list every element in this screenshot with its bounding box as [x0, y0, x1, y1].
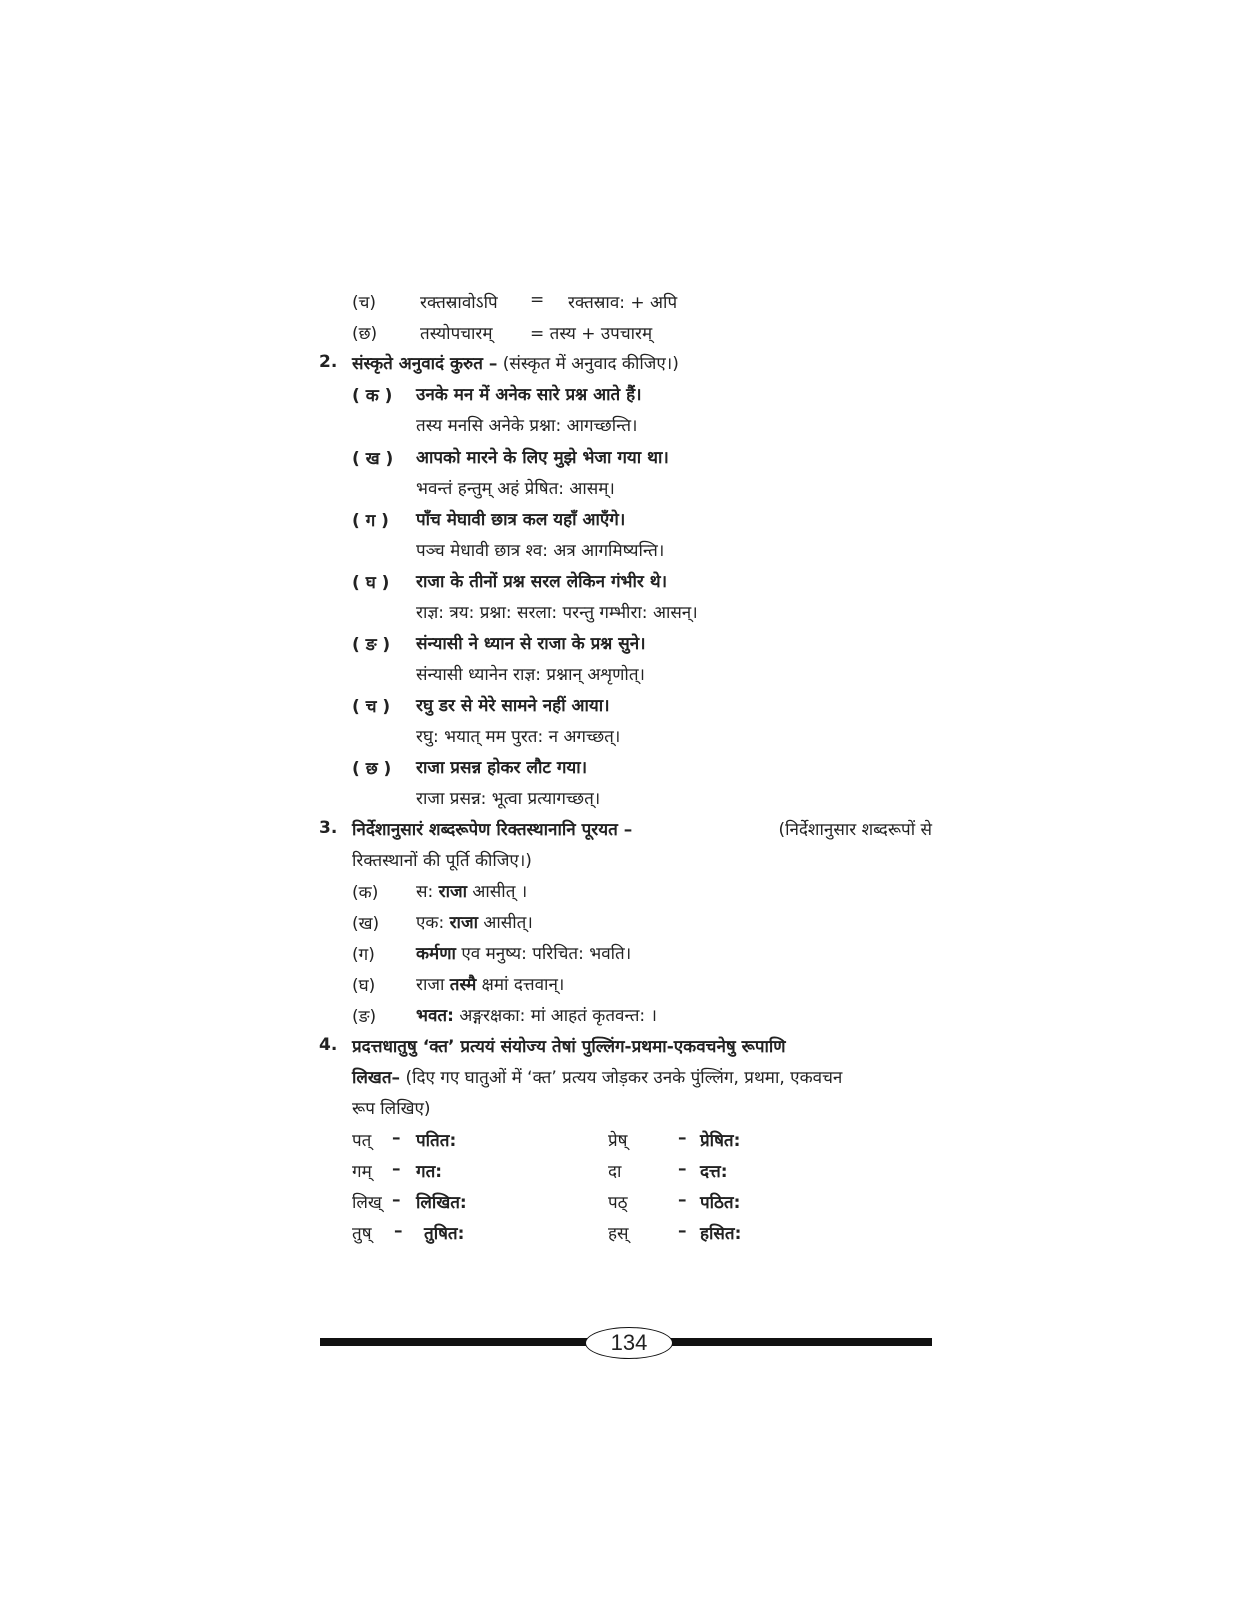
- dash: –: [678, 1190, 687, 1210]
- item-marker: ( ङ ): [352, 635, 391, 655]
- item-hindi: पाँच मेघावी छात्र कल यहाँ आएँगे।: [416, 510, 626, 530]
- section-4-number: 4.: [319, 1035, 338, 1055]
- kta-form: दत्त:: [700, 1162, 728, 1182]
- fill-answer: कर्मणा: [416, 944, 456, 964]
- item-marker: ( क ): [352, 386, 393, 406]
- item-sanskrit: संन्यासी ध्यानेन राज्ञ: प्रश्नान् अशृणोत्।: [416, 665, 645, 685]
- root-verb: गम्: [352, 1162, 372, 1182]
- section-3-subtitle-a: (निर्देशानुसार शब्दरूपों से: [778, 820, 932, 840]
- fill-answer: तस्मै: [449, 975, 477, 995]
- section-4-title-line2: [352, 1066, 842, 1090]
- item-marker: ( ख ): [352, 449, 394, 469]
- kta-form: गत:: [416, 1162, 443, 1182]
- sandhi-word: तस्योपचारम्: [420, 324, 493, 344]
- fill-post: आसीत्।: [483, 913, 533, 933]
- dash: –: [392, 1159, 401, 1179]
- fill-marker: (ग): [352, 945, 375, 965]
- section-4-title-end: लिखत–: [352, 1068, 401, 1088]
- section-3-heading-line1: [352, 818, 932, 842]
- item-hindi: राजा के तीनों प्रश्न सरल लेकिन गंभीर थे।: [416, 572, 668, 592]
- root-verb: पठ्: [608, 1193, 628, 1213]
- fill-marker: (ङ): [352, 1007, 377, 1027]
- section-2-subtitle: (संस्कृत में अनुवाद कीजिए।): [502, 354, 679, 374]
- sandhi-split: = तस्य + उपचारम्: [530, 324, 653, 344]
- section-2-number: 2.: [319, 352, 338, 372]
- section-2-title: संस्कृते अनुवादं कुरुत –: [352, 354, 498, 374]
- fill-sentence: [416, 911, 533, 935]
- kta-form: पतित:: [416, 1131, 457, 1151]
- fill-pre: एक:: [416, 913, 445, 933]
- section-3-subtitle-b: रिक्तस्थानों की पूर्ति कीजिए।): [352, 851, 532, 871]
- sandhi-equals: =: [530, 290, 545, 310]
- item-hindi: संन्यासी ने ध्यान से राजा के प्रश्न सुने।: [416, 634, 646, 654]
- fill-answer: राजा: [449, 913, 478, 933]
- fill-answer: राजा: [438, 882, 468, 902]
- item-sanskrit: रघु: भयात् मम पुरत: न अगच्छत्।: [416, 727, 621, 747]
- section-2-heading: [352, 352, 679, 376]
- kta-form: पठित:: [700, 1193, 741, 1213]
- fill-sentence: [416, 880, 527, 904]
- root-verb: दा: [608, 1162, 622, 1182]
- footer-rule-left: [320, 1338, 588, 1346]
- item-hindi: राजा प्रसन्न होकर लौट गया।: [416, 758, 588, 778]
- item-marker: ( च ): [352, 697, 391, 717]
- sandhi-marker: (च): [352, 293, 377, 313]
- root-verb: हस्: [608, 1224, 629, 1244]
- fill-post: अङ्गरक्षका: मां आहतं कृतवन्त: ।: [459, 1006, 657, 1026]
- item-hindi: उनके मन में अनेक सारे प्रश्न आते हैं।: [416, 385, 642, 405]
- section-3-title: निर्देशानुसारं शब्दरूपेण रिक्तस्थानानि पूरयत –: [352, 820, 633, 840]
- kta-form: प्रेषित:: [700, 1131, 741, 1151]
- item-marker: ( छ ): [352, 759, 392, 779]
- root-verb: पत्: [352, 1131, 372, 1151]
- item-sanskrit: राजा प्रसन्न: भूत्वा प्रत्यागच्छत्।: [416, 789, 601, 809]
- kta-form: तुषित:: [424, 1224, 465, 1244]
- item-hindi: रघु डर से मेरे सामने नहीं आया।: [416, 696, 610, 716]
- dash: –: [678, 1159, 687, 1179]
- root-verb: तुष्: [352, 1224, 372, 1244]
- item-sanskrit: भवन्तं हन्तुम् अहं प्रेषित: आसम्।: [416, 479, 615, 499]
- footer-rule-right: [668, 1338, 932, 1346]
- fill-sentence: [416, 942, 631, 966]
- dash: –: [392, 1128, 401, 1148]
- fill-pre: स:: [416, 882, 434, 902]
- page-number: 134: [585, 1327, 673, 1359]
- sandhi-marker: (छ): [352, 324, 378, 344]
- fill-post: क्षमां दत्तवान्।: [481, 975, 565, 995]
- item-sanskrit: तस्य मनसि अनेके प्रश्ना: आगच्छन्ति।: [416, 416, 638, 436]
- root-verb: प्रेष्: [608, 1131, 628, 1151]
- kta-form: लिखित:: [416, 1193, 467, 1213]
- fill-marker: (ख): [352, 914, 380, 934]
- fill-sentence: [416, 1004, 657, 1028]
- section-3-number: 3.: [319, 818, 338, 838]
- item-marker: ( घ ): [352, 573, 390, 593]
- item-sanskrit: पञ्च मेधावी छात्र श्व: अत्र आगमिष्यन्ति।: [416, 541, 665, 561]
- section-4-subtitle: (दिए गए घातुओं में ‘क्त’ प्रत्यय जोड़कर उनके पुंल्लिंग, प्रथमा, एकवचन: [405, 1068, 843, 1088]
- fill-post: एव मनुष्य: परिचित: भवति।: [461, 944, 632, 964]
- item-marker: ( ग ): [352, 511, 389, 531]
- sandhi-split: रक्तस्राव: + अपि: [568, 293, 678, 313]
- section-4-title-line1: प्रदत्तधातुषु ‘क्त’ प्रत्ययं संयोज्य तेषां पुल्लिंग-प्रथमा-एकवचनेषु रूपाणि: [352, 1037, 786, 1057]
- fill-marker: (घ): [352, 976, 376, 996]
- item-sanskrit: राज्ञ: त्रय: प्रश्ना: सरला: परन्तु गम्भीरा: आसन्।: [416, 603, 698, 623]
- fill-marker: (क): [352, 883, 379, 903]
- dash: –: [678, 1128, 687, 1148]
- item-hindi: आपको मारने के लिए मुझे भेजा गया था।: [416, 448, 669, 468]
- fill-sentence: [416, 973, 564, 997]
- root-verb: लिख्: [352, 1193, 382, 1213]
- sandhi-word: रक्तस्रावोऽपि: [420, 293, 498, 313]
- dash: –: [678, 1221, 687, 1241]
- kta-form: हसित:: [700, 1224, 742, 1244]
- dash: –: [392, 1190, 401, 1210]
- fill-pre: राजा: [416, 975, 445, 995]
- section-4-subtitle-end: रूप लिखिए): [352, 1099, 431, 1119]
- dash: –: [394, 1221, 403, 1241]
- fill-answer: भवत:: [416, 1006, 454, 1026]
- fill-post: आसीत् ।: [472, 882, 528, 902]
